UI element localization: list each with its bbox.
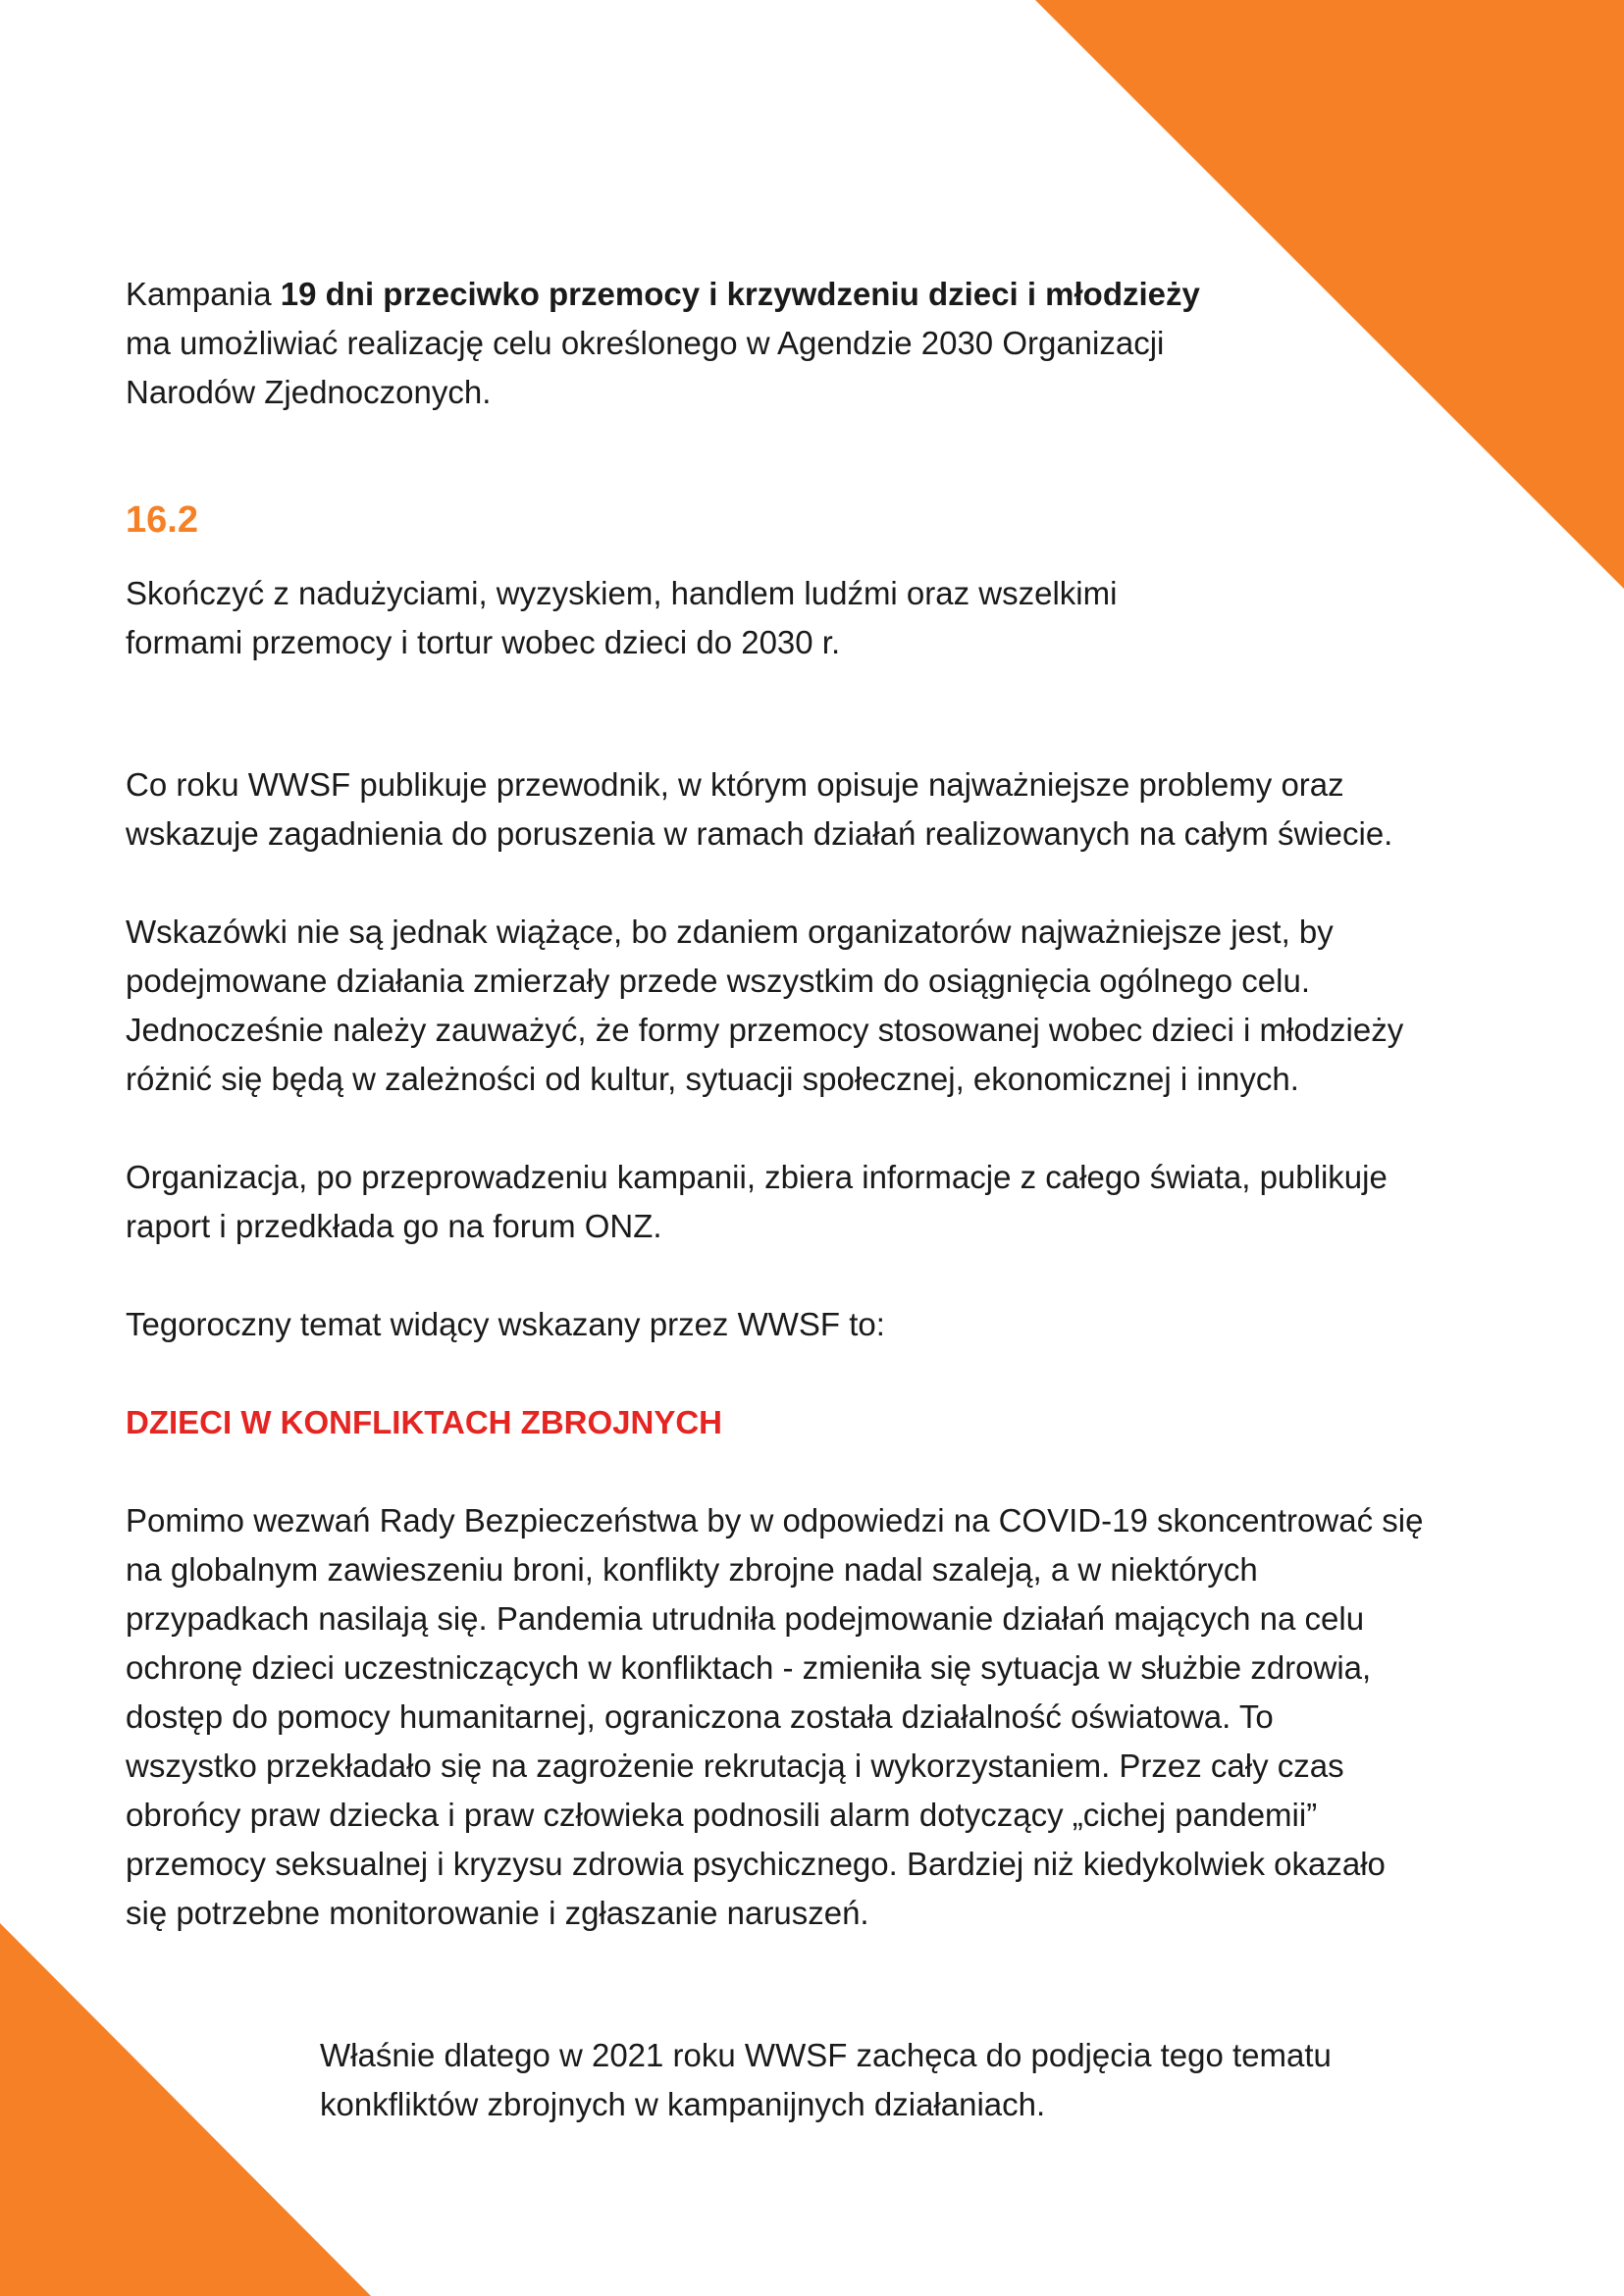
paragraph-line: Właśnie dlatego w 2021 roku WWSF zachęca do podjęcia tego tematu <box>320 2037 1332 2073</box>
intro-line: ma umożliwiać realizację celu określonego w Agendzie 2030 Organizacji <box>126 325 1165 361</box>
topic-description-paragraph <box>126 1496 1568 1938</box>
paragraph-line: się potrzebne monitorowanie i zgłaszanie naruszeń. <box>126 1895 869 1931</box>
paragraph-line: wskazuje zagadnienia do poruszenia w ramach działań realizowanych na całym świecie. <box>126 815 1393 852</box>
closing-paragraph <box>320 2031 1497 2129</box>
goal-number-heading: 16.2 <box>126 499 198 541</box>
guidelines-paragraph <box>126 908 1539 1104</box>
paragraph-line: podejmowane działania zmierzały przede wszystkim do osiągnięcia ogólnego celu. <box>126 963 1310 999</box>
campaign-name: 19 dni przeciwko przemocy i krzywdzeniu dzieci i młodzieży <box>280 276 1200 312</box>
paragraph-line: konkfliktów zbrojnych w kampanijnych działaniach. <box>320 2086 1046 2122</box>
goal-line: Skończyć z nadużyciami, wyzyskiem, handlem ludźmi oraz wszelkimi <box>126 575 1118 611</box>
paragraph-line: ochronę dzieci uczestniczących w konfliktach - zmieniła się sytuacja w służbie zdrowia, <box>126 1649 1372 1686</box>
paragraph-line: Wskazówki nie są jednak wiążące, bo zdaniem organizatorów najważniejsze jest, by <box>126 913 1334 950</box>
paragraph-line: Pomimo wezwań Rady Bezpieczeństwa by w odpowiedzi na COVID-19 skoncentrować się <box>126 1502 1424 1539</box>
paragraph-line: różnić się będą w zależności od kultur, sytuacji społecznej, ekonomicznej i innych. <box>126 1061 1299 1097</box>
report-paragraph <box>126 1153 1539 1251</box>
paragraph-line: obrońcy praw dziecka i praw człowieka podnosili alarm dotyczący „cichej pandemii” <box>126 1797 1318 1833</box>
topic-heading: DZIECI W KONFLIKTACH ZBROJNYCH <box>126 1404 723 1440</box>
goal-line: formami przemocy i tortur wobec dzieci do 2030 r. <box>126 624 841 660</box>
bottom-left-orange-triangle <box>0 1923 371 2296</box>
paragraph-line: Jednocześnie należy zauważyć, że formy przemocy stosowanej wobec dzieci i młodzieży <box>126 1012 1404 1048</box>
paragraph-line: przypadkach nasilają się. Pandemia utrudniła podejmowanie działań mających na celu <box>126 1600 1365 1637</box>
intro-line: Narodów Zjednoczonych. <box>126 374 492 410</box>
intro-paragraph <box>126 270 1342 417</box>
paragraph-line: wszystko przekładało się na zagrożenie rekrutacją i wykorzystaniem. Przez cały czas <box>126 1748 1344 1784</box>
intro-prefix: Kampania <box>126 276 281 312</box>
guide-paragraph <box>126 760 1539 859</box>
paragraph-line: Tegoroczny temat widący wskazany przez WWSF to: <box>126 1306 885 1342</box>
paragraph-line: Organizacja, po przeprowadzeniu kampanii, zbiera informacje z całego świata, publikuje <box>126 1159 1388 1195</box>
paragraph-line: przemocy seksualnej i kryzysu zdrowia psychicznego. Bardziej niż kiedykolwiek okazało <box>126 1846 1386 1882</box>
paragraph-line: na globalnym zawieszeniu broni, konflikty zbrojne nadal szaleją, a w niektórych <box>126 1551 1258 1588</box>
paragraph-line: raport i przedkłada go na forum ONZ. <box>126 1208 662 1244</box>
topic-intro-paragraph <box>126 1300 1539 1349</box>
paragraph-line: dostęp do pomocy humanitarnej, ograniczona została działalność oświatowa. To <box>126 1698 1274 1735</box>
goal-text <box>126 569 1303 667</box>
paragraph-line: Co roku WWSF publikuje przewodnik, w którym opisuje najważniejsze problemy oraz <box>126 766 1344 803</box>
